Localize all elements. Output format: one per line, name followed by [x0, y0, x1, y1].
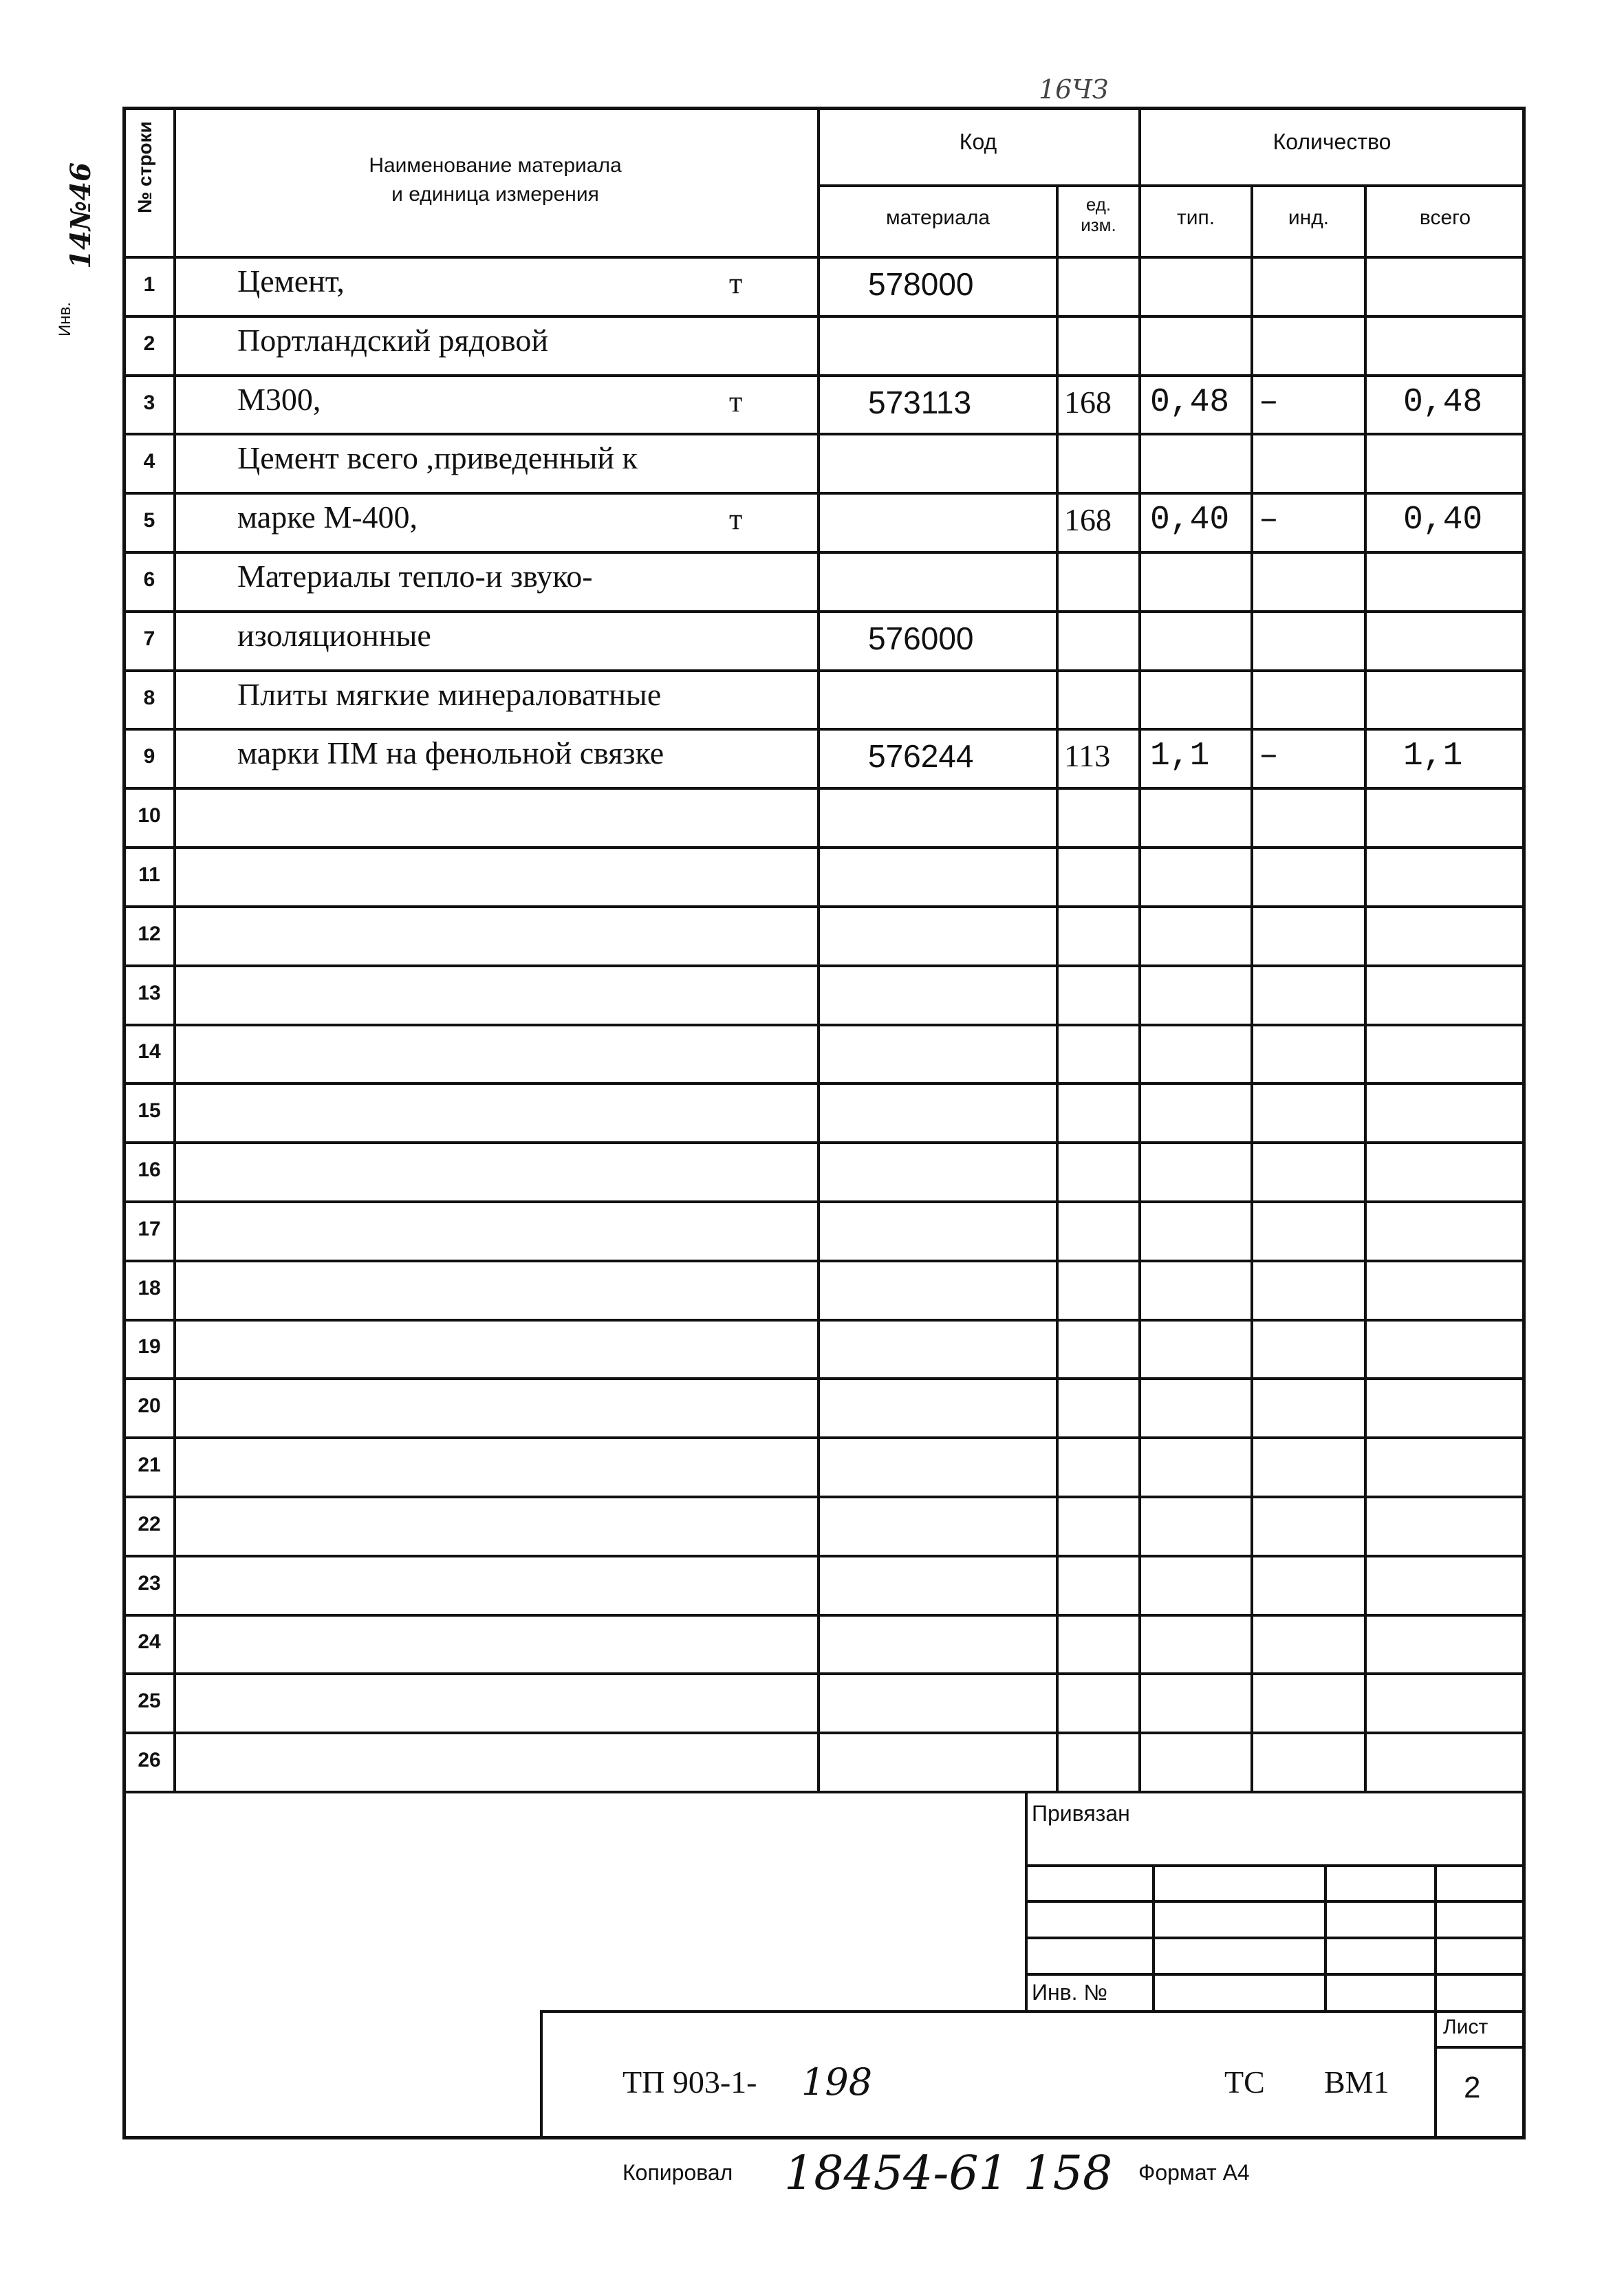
- margin-inventory-number: 14№46: [64, 162, 97, 269]
- sheet-label-line: [1434, 2046, 1526, 2049]
- row-typ: 1,1: [1150, 737, 1210, 775]
- row-number: 17: [138, 1218, 161, 1240]
- header-unit: ед. изм.: [1081, 194, 1116, 235]
- row-number: 20: [138, 1394, 161, 1417]
- row-name-unit: т: [729, 266, 743, 300]
- row-number: 7: [143, 627, 155, 650]
- row-code: 576000: [868, 621, 974, 656]
- col-line-unit: [1138, 107, 1141, 1792]
- col-line-typ: [1251, 184, 1253, 1792]
- row-total: 1,1: [1403, 737, 1463, 775]
- row-number: 4: [143, 450, 155, 473]
- row-unit: 168: [1064, 385, 1112, 420]
- header-typ: тип.: [1176, 206, 1215, 229]
- row-line: [122, 610, 1526, 613]
- doc-code-prefix: ТП 903-1-: [622, 2064, 757, 2100]
- row-typ: 0,40: [1150, 502, 1230, 539]
- row-name-unit: т: [729, 502, 743, 536]
- doc-subsection: ВМ1: [1324, 2064, 1389, 2100]
- header-quantity: Количество: [1273, 129, 1392, 154]
- col-line-ind: [1364, 184, 1367, 1792]
- row-name: Цемент всего ,приведенный к: [237, 440, 638, 475]
- row-total: 0,48: [1403, 384, 1483, 421]
- row-number: 5: [143, 509, 155, 532]
- doc-section: ТС: [1224, 2064, 1265, 2100]
- row-line: [122, 1672, 1526, 1675]
- title-block-left: [540, 2010, 543, 2139]
- row-name: Материалы тепло-и звуко-: [237, 559, 593, 594]
- footer-format: Формат А4: [1138, 2160, 1250, 2185]
- row-name: марки ПМ на фенольной связке: [237, 735, 664, 770]
- row-line: [122, 1496, 1526, 1498]
- row-line: [122, 1319, 1526, 1322]
- top-note: 16ЧЗ: [1039, 74, 1109, 105]
- row-number: 23: [138, 1572, 161, 1595]
- header-ind: инд.: [1288, 206, 1330, 229]
- row-number: 2: [143, 332, 155, 355]
- row-number: 13: [138, 982, 161, 1004]
- row-line: [122, 964, 1526, 967]
- row-ind: –: [1259, 737, 1279, 775]
- row-line: [122, 1141, 1526, 1144]
- header-mid-line: [817, 184, 1526, 187]
- row-number: 11: [138, 863, 160, 886]
- row-typ: 0,48: [1150, 384, 1230, 421]
- row-name: изоляционные: [237, 618, 431, 653]
- stamp-line-1: [1025, 1864, 1526, 1867]
- row-number: 14: [138, 1040, 161, 1063]
- row-line: [122, 669, 1526, 672]
- row-number: 15: [138, 1099, 161, 1122]
- row-number: 26: [138, 1749, 161, 1771]
- col-line-code: [1056, 184, 1059, 1792]
- row-total: 0,40: [1403, 502, 1483, 539]
- sheet-label: Лист: [1443, 2016, 1488, 2038]
- stamp-col-3: [1434, 1864, 1437, 2139]
- stamp-tied: Привязан: [1032, 1801, 1130, 1826]
- margin-inventory-label: Инв.: [55, 302, 74, 336]
- row-line: [122, 846, 1526, 849]
- sheet-number: 2: [1464, 2071, 1481, 2104]
- stamp-col-2: [1324, 1864, 1327, 2010]
- row-name: Плиты мягкие минераловатные: [237, 677, 662, 712]
- header-material: материала: [885, 206, 990, 229]
- stamp-line-4: [1025, 1973, 1526, 1976]
- row-unit: 113: [1064, 738, 1111, 773]
- row-line: [122, 433, 1526, 435]
- row-number: 25: [138, 1690, 161, 1712]
- table-bottom-line: [122, 1791, 1526, 1793]
- row-name: марке М-400,: [237, 499, 418, 535]
- row-number: 16: [138, 1158, 161, 1181]
- row-number: 6: [143, 568, 155, 591]
- row-number: 12: [138, 923, 161, 945]
- row-name-unit: т: [729, 385, 743, 418]
- row-unit: 168: [1064, 502, 1112, 537]
- row-name: М300,: [237, 382, 321, 417]
- row-line: [122, 315, 1526, 318]
- row-line: [122, 1260, 1526, 1262]
- row-number: 10: [138, 804, 161, 827]
- row-line: [122, 1436, 1526, 1439]
- row-number: 3: [143, 391, 155, 414]
- row-number: 19: [138, 1335, 161, 1358]
- footer-copy-number: 18454-61 158: [784, 2146, 1113, 2201]
- stamp-line-2: [1025, 1900, 1526, 1903]
- row-line: [122, 1614, 1526, 1617]
- title-block-top: [540, 2010, 1526, 2013]
- margin-inventory: [55, 124, 110, 344]
- footer-copied-label: Копировал: [622, 2160, 733, 2185]
- row-number: 18: [138, 1277, 161, 1300]
- row-line: [122, 905, 1526, 908]
- row-number: 1: [143, 273, 155, 296]
- col-line-name: [817, 107, 820, 1792]
- row-line: [122, 1377, 1526, 1380]
- row-line: [122, 787, 1526, 790]
- row-number: 22: [138, 1513, 161, 1535]
- header-row-no-text: № строки: [134, 121, 155, 213]
- row-name: Портландский рядовой: [237, 323, 549, 358]
- header-code: Код: [959, 129, 997, 154]
- stamp-inv-no: Инв. №: [1032, 1980, 1107, 2005]
- stamp-col-1: [1152, 1864, 1155, 2010]
- row-line: [122, 1732, 1526, 1734]
- row-line: [122, 1082, 1526, 1085]
- doc-code-hand: 198: [801, 2060, 873, 2104]
- col-line-rownum: [173, 107, 176, 1792]
- row-code: 573113: [868, 385, 972, 420]
- row-number: 21: [138, 1454, 161, 1476]
- row-line: [122, 492, 1526, 495]
- form-frame: [122, 107, 1526, 2139]
- row-code: 578000: [868, 266, 974, 302]
- header-name: Наименование материала и единица измерения: [369, 154, 622, 206]
- row-line: [122, 1200, 1526, 1203]
- row-ind: –: [1259, 502, 1279, 539]
- row-line: [122, 374, 1526, 377]
- header-bottom-line: [122, 256, 1526, 259]
- stamp-line-3: [1025, 1937, 1526, 1939]
- row-number: 24: [138, 1630, 161, 1653]
- row-line: [122, 551, 1526, 554]
- row-name: Цемент,: [237, 263, 345, 299]
- header-total: всего: [1419, 206, 1471, 229]
- row-number: 9: [143, 745, 155, 768]
- row-line: [122, 728, 1526, 731]
- row-line: [122, 1024, 1526, 1026]
- row-code: 576244: [868, 738, 974, 774]
- row-number: 8: [143, 687, 155, 709]
- row-ind: –: [1259, 384, 1279, 421]
- header-row-no: [134, 121, 162, 213]
- row-line: [122, 1555, 1526, 1557]
